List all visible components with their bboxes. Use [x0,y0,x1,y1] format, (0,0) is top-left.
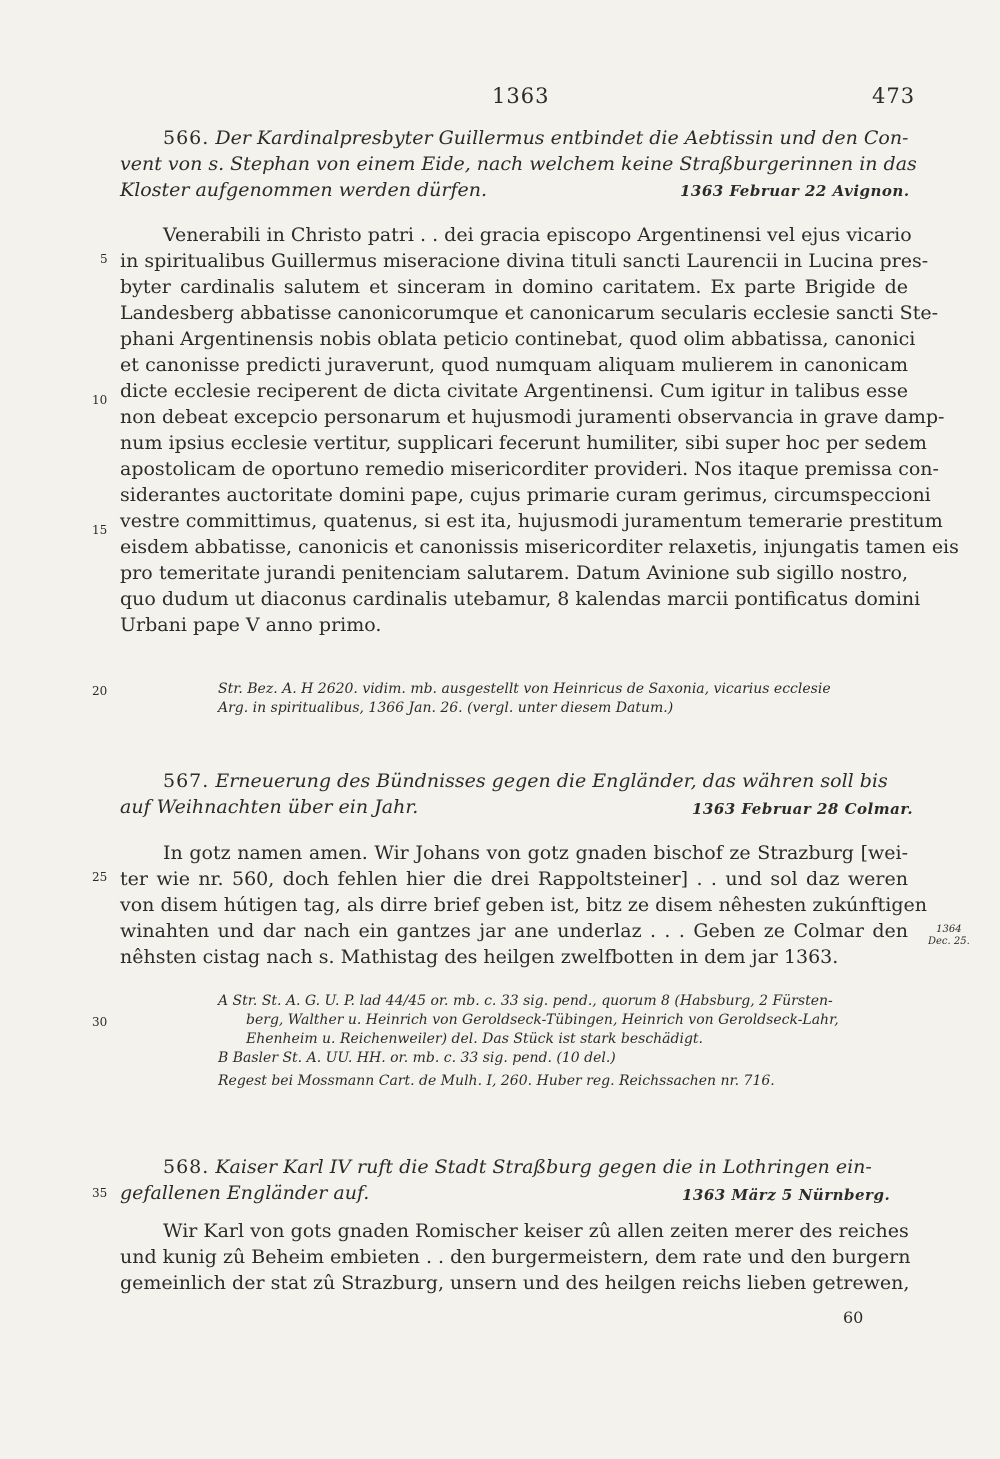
body-line: siderantes auctoritate domini pape, cujus primarie curam gerimus, circumspeccioni [120,484,931,506]
body-line: non debeat excepcio personarum et hujusmodi juramenti observancia in grave damp- [120,406,945,428]
body-line: in spiritualibus Guillermus miseracione divina tituli sancti Laurencii in Lucina pres- [120,250,929,272]
body-line: byter cardinalis salutem et sinceram in domino caritatem. Ex parte Brigide de [120,276,908,298]
body-line: quo dudum ut diaconus cardinalis utebamur, 8 kalendas marcii pontificatus domini [120,588,921,610]
doc-568-number: 568. [163,1156,210,1178]
doc-567-number: 567. [163,770,210,792]
body-line: und kunig zû Beheim embieten . . den burgermeistern, dem rate und den burgern [120,1246,911,1268]
body-line: phani Argentinensis nobis oblata peticio continebat, quod olim abbatissa, canonici [120,328,916,350]
body-line: In gotz namen amen. Wir Johans von gotz gnaden bischof ze Strazburg [wei- [163,842,908,864]
body-line: num ipsius ecclesie vertitur, supplicari fecerunt humiliter, sibi super hoc per sedem [120,432,927,454]
body-line: eisdem abbatisse, canonicis et canonissis misericorditer relaxetis, injungatis tamen eis [120,536,959,558]
body-line: ter wie nr. 560, doch fehlen hier die drei Rappoltsteiner] . . und sol daz weren [120,868,908,890]
line-number: 30 [92,1015,108,1029]
body-line: winahten und dar nach ein gantzes jar ane underlaz . . . Geben ze Colmar den [120,920,908,942]
doc-568-title-line-2: gefallenen Engländer auf. [120,1182,370,1204]
page-number: 473 [872,84,916,108]
body-line: pro temeritate jurandi penitenciam salutarem. Datum Avinione sub sigillo nostro, [120,562,908,584]
body-line: Landesberg abbatisse canonicorumque et canonicarum secularis ecclesie sancti Ste- [120,302,938,324]
line-number: 10 [92,393,108,407]
doc-567-note-line: berg, Walther u. Heinrich von Geroldseck-Tübingen, Heinrich von Geroldseck-Lahr, [246,1012,839,1028]
doc-566-number: 566. [163,127,210,149]
body-line: et canonisse predicti juraverunt, quod numquam aliquam mulierem in canonicam [120,354,908,376]
body-line: Wir Karl von gots gnaden Romischer keiser zû allen zeiten merer des reiches [163,1220,909,1242]
body-line: vestre committimus, quatenus, si est ita, hujusmodi juramentum temerarie prestitum [120,510,943,532]
doc-567-note-line: B Basler St. A. UU. HH. or. mb. c. 33 sig. pend. (10 del.) [218,1050,616,1066]
doc-566-note-line: Str. Bez. A. H 2620. vidim. mb. ausgestellt von Heinricus de Saxonia, vicarius ecclesie [218,681,831,697]
doc-567-date: 1363 Februar 28 Colmar. [692,800,914,818]
doc-566-title-line-2: vent von s. Stephan von einem Eide, nach welchem keine Straßburgerinnen in das [120,153,917,175]
signature-mark: 60 [843,1308,864,1327]
doc-567-note-line: Regest bei Mossmann Cart. de Mulh. I, 260. Huber reg. Reichssachen nr. 716. [218,1073,775,1089]
doc-568-date: 1363 März 5 Nürnberg. [682,1186,891,1204]
line-number: 20 [92,684,108,698]
doc-566-note-line: Arg. in spiritualibus, 1366 Jan. 26. (vergl. unter diesem Datum.) [218,700,674,716]
line-number: 5 [100,252,108,266]
doc-567-note-line: A Str. St. A. G. U. P. lad 44/45 or. mb. c. 33 sig. pend., quorum 8 (Habsburg, 2 Fürsten- [218,993,833,1009]
doc-566-date: 1363 Februar 22 Avignon. [680,182,910,200]
line-number: 15 [92,523,108,537]
doc-567-note-line: Ehenheim u. Reichenweiler) del. Das Stück ist stark beschädigt. [246,1031,704,1047]
body-line: Venerabili in Christo patri . . dei gracia episcopo Argentinensi vel ejus vicario [163,224,912,246]
doc-567-title-line-1: 567. Erneuerung des Bündnisses gegen die Engländer, das währen soll bis [163,770,888,792]
doc-568-title-line-1: 568. Kaiser Karl IV ruft die Stadt Straßburg gegen die in Lothringen ein- [163,1156,872,1178]
doc-566-title-line-3: Kloster aufgenommen werden dürfen. [120,179,488,201]
body-line: apostolicam de oportuno remedio misericorditer provideri. Nos itaque premissa con- [120,458,939,480]
body-line: von disem hútigen tag, als dirre brief geben ist, bitz ze disem nêhesten zukúnftigen [120,894,927,916]
doc-567-title-line-2: auf Weihnachten über ein Jahr. [120,796,419,818]
doc-567-margin-date: 1364 Dec. 25. [928,924,970,947]
line-number: 35 [92,1186,108,1200]
line-number: 25 [92,870,108,884]
body-line: dicte ecclesie reciperent de dicta civitate Argentinensi. Cum igitur in talibus esse [120,380,908,402]
body-line: Urbani pape V anno primo. [120,614,382,636]
body-line: gemeinlich der stat zû Strazburg, unsern und des heilgen reichs lieben getrewen, [120,1272,910,1294]
doc-566-title-line-1: 566. Der Kardinalpresbyter Guillermus entbindet die Aebtissin und den Con- [163,127,909,149]
running-year: 1363 [492,84,550,108]
body-line: nêhsten cistag nach s. Mathistag des heilgen zwelfbotten in dem jar 1363. [120,946,839,968]
